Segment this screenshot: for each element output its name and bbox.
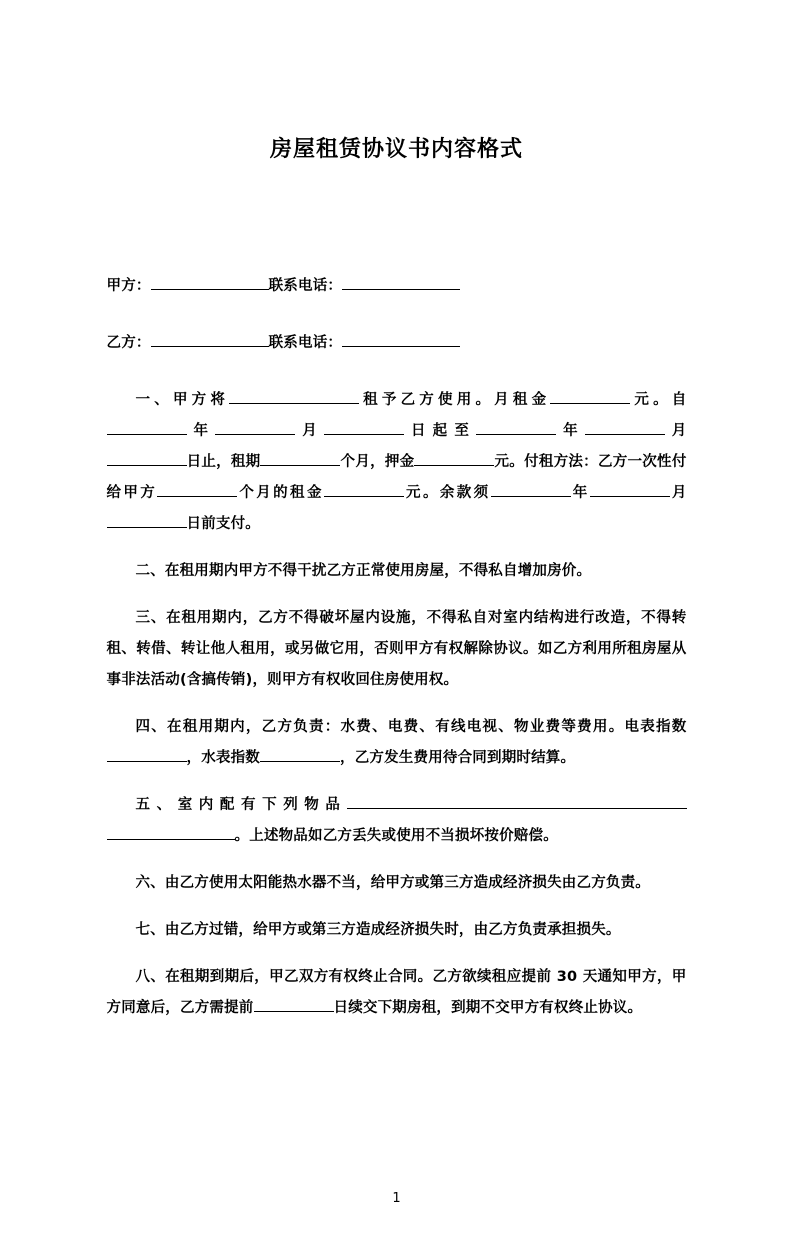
clause-1-text-10: 个月，押金: [340, 454, 415, 470]
party-b-phone-blank[interactable]: [342, 346, 460, 347]
clause-1-text-3: 元。自: [630, 392, 687, 408]
party-a-phone-label: 联系电话：: [268, 278, 343, 294]
clause-1-text-7: 年: [556, 423, 585, 439]
clause-1-text-11: 元。付租方法：乙方一次性付给甲方: [106, 454, 687, 501]
clause-1-blank-term-months[interactable]: [260, 465, 340, 466]
clause-1-text-9: 日止，租期: [186, 454, 261, 470]
clause-5-blank-items-2[interactable]: [107, 839, 235, 840]
clause-1-blank-start-month[interactable]: [215, 434, 295, 435]
clause-1-text-6: 日起至: [403, 423, 477, 439]
clause-4-blank-electric-meter[interactable]: [107, 761, 187, 762]
clause-1-blank-end-day[interactable]: [107, 465, 187, 466]
party-b-line: [107, 328, 687, 359]
clause-1-text-12: 个月的租金: [237, 485, 324, 501]
clause-4-text-2: ，水表指数: [186, 750, 260, 766]
clause-1-blank-prepay-amount[interactable]: [324, 496, 404, 497]
clause-1-blank-balance-month[interactable]: [590, 496, 670, 497]
clause-1-text-4: 年: [186, 423, 216, 439]
clause-7: 七、由乙方过错，给甲方或第三方造成经济损失时，由乙方负责承担损失。: [135, 922, 621, 938]
party-a-line: [107, 271, 687, 302]
clause-8-text-2: 日续交下期房租，到期不交甲方有权终止协议。: [333, 1000, 643, 1016]
clause-1-blank-deposit[interactable]: [414, 465, 494, 466]
clause-5-blank-items-1[interactable]: [347, 808, 687, 809]
party-a-label: 甲方：: [106, 278, 151, 294]
page-number: 1: [392, 1191, 401, 1206]
party-b-label: 乙方：: [106, 335, 151, 351]
party-a-name-blank[interactable]: [151, 289, 269, 290]
clause-8-text-1: 八、在租期到期后，甲乙双方有权终止合同。乙方欲续租应提前 30 天通知甲方，甲方同意后，乙方需提前: [106, 969, 687, 1016]
clause-1-blank-balance-year[interactable]: [491, 496, 571, 497]
party-a-phone-blank[interactable]: [342, 289, 460, 290]
clause-1-blank-prepay-months[interactable]: [157, 496, 237, 497]
clause-1-blank-start-day[interactable]: [324, 434, 404, 435]
document-body: [107, 163, 687, 1024]
document-page: [0, 132, 793, 1254]
clause-5-text-2: 。上述物品如乙方丢失或使用不当损坏按价赔偿。: [234, 828, 558, 844]
clause-1-blank-rent[interactable]: [550, 403, 630, 404]
clause-1-text-15: 月: [669, 485, 687, 501]
clause-1-text-1: 一、甲方将: [135, 392, 230, 408]
clause-1-text-8: 月: [664, 423, 687, 439]
clause-1-blank-end-year[interactable]: [476, 434, 556, 435]
clause-1-blank-balance-day[interactable]: [107, 527, 187, 528]
party-b-phone-label: 联系电话：: [268, 335, 343, 351]
clause-1-text-2: 租予乙方使用。月租金: [359, 392, 551, 408]
clause-1-blank-end-month[interactable]: [585, 434, 665, 435]
clause-5: [107, 790, 687, 852]
page-title: 房屋租赁协议书内容格式: [269, 137, 523, 162]
clause-4-text-1: 四、在租用期内，乙方负责：水费、电费、有线电视、物业费等费用。电表指数: [135, 719, 687, 735]
clause-1-text-13: 元。余款须: [403, 485, 491, 501]
clause-5-text-1: 五、室内配有下列物品: [135, 797, 347, 813]
clause-4: [107, 712, 687, 774]
clause-1-blank-property[interactable]: [229, 403, 359, 404]
clause-6: 六、由乙方使用太阳能热水器不当，给甲方或第三方造成经济损失由乙方负责。: [135, 875, 650, 891]
clause-4-blank-water-meter[interactable]: [260, 761, 340, 762]
clause-1: [107, 385, 687, 540]
party-b-name-blank[interactable]: [151, 346, 269, 347]
clause-1-text-5: 月: [295, 423, 324, 439]
clause-3: 三、在租用期内，乙方不得破坏屋内设施，不得私自对室内结构进行改造，不得转租、转借、转让他人租用，或另做它用，否则甲方有权解除协议。如乙方利用所租房屋从事非法活动(含搞传销)，则甲方有权收回住房使用权。: [106, 610, 687, 688]
clause-8-blank-renew-days[interactable]: [254, 1011, 334, 1012]
clause-4-text-3: ，乙方发生费用待合同到期时结算。: [340, 750, 576, 766]
clause-1-blank-start-year[interactable]: [107, 434, 187, 435]
clause-2: 二、在租用期内甲方不得干扰乙方正常使用房屋，不得私自增加房价。: [135, 563, 592, 579]
clause-8: [107, 962, 687, 1024]
clause-1-text-14: 年: [570, 485, 590, 501]
clause-1-text-16: 日前支付。: [186, 516, 260, 532]
